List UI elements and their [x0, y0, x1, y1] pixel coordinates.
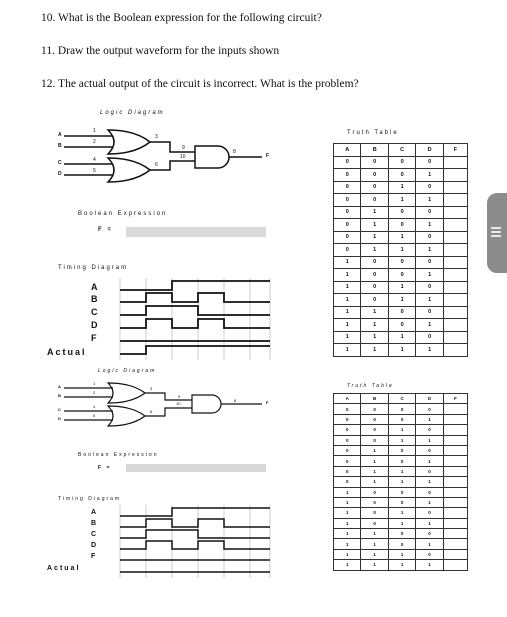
truth-table-cell: 1 — [416, 244, 443, 257]
truth-table-cell: 1 — [334, 549, 361, 559]
truth-table-cell: 1 — [361, 560, 388, 570]
truth-table-cell: 1 — [361, 206, 388, 219]
truth-table-cell: 1 — [361, 529, 388, 539]
truth-table-cell: 1 — [361, 456, 388, 466]
pin-6-lower: 6 — [150, 409, 153, 414]
truth-table-cell: 0 — [416, 549, 443, 559]
truth-table-cell: 0 — [334, 456, 361, 466]
pin-4: 4 — [93, 157, 96, 163]
truth-table-output-cell[interactable] — [443, 466, 467, 476]
truth-table-cell: 1 — [334, 344, 361, 357]
truth-table-header-row — [334, 394, 468, 404]
truth-table-cell: 0 — [416, 508, 443, 518]
truth-table-cell: 0 — [388, 156, 415, 169]
truth-table-cell: 1 — [388, 194, 415, 207]
truth-table-cell: 0 — [361, 435, 388, 445]
truth-table-cell: 1 — [361, 231, 388, 244]
pin-5-lower: 5 — [93, 413, 96, 418]
truth-table-cell: 1 — [334, 306, 361, 319]
truth-table-cell: 0 — [361, 425, 388, 435]
truth-table-cell: 1 — [361, 466, 388, 476]
truth-table-cell: 0 — [361, 256, 388, 269]
truth-table-header: C — [388, 144, 415, 157]
truth-table-cell: 0 — [334, 414, 361, 424]
truth-table-cell: 0 — [361, 508, 388, 518]
truth-table-cell: 0 — [388, 219, 415, 232]
table-row — [334, 456, 468, 466]
truth-table-cell: 1 — [361, 219, 388, 232]
truth-table-cell: 0 — [334, 181, 361, 194]
table-row — [334, 539, 468, 549]
truth-table-cell: 1 — [388, 560, 415, 570]
truth-table-output-cell[interactable] — [443, 549, 467, 559]
truth-table-cell: 0 — [388, 269, 415, 282]
timing-label-b: B — [91, 294, 98, 304]
truth-table-header: D — [416, 144, 443, 157]
truth-table-cell: 1 — [361, 319, 388, 332]
truth-table-header: A — [334, 144, 361, 157]
pin-2-lower: 2 — [93, 390, 96, 395]
table-row — [334, 404, 468, 414]
table-row — [334, 497, 468, 507]
truth-table-cell: 1 — [361, 244, 388, 257]
truth-table-cell: 1 — [334, 497, 361, 507]
pin-2: 2 — [93, 139, 96, 145]
truth-table-cell: 0 — [334, 169, 361, 182]
truth-table-cell: 0 — [361, 169, 388, 182]
truth-table-cell: 1 — [416, 319, 443, 332]
truth-table-cell: 1 — [334, 539, 361, 549]
truth-table-cell: 1 — [388, 518, 415, 528]
pin-1: 1 — [93, 128, 96, 134]
timing-label-a: A — [91, 282, 98, 292]
truth-table-cell: 0 — [416, 529, 443, 539]
truth-table-cell: 1 — [416, 539, 443, 549]
question-12: 12. The actual output of the circuit is incorrect. What is the problem? — [41, 78, 359, 90]
truth-table-cell: 0 — [334, 435, 361, 445]
truth-table-cell: 1 — [361, 306, 388, 319]
question-10: 10. What is the Boolean expression for the following circuit? — [41, 12, 322, 24]
truth-table-header: F — [443, 144, 467, 157]
truth-table-cell: 1 — [388, 477, 415, 487]
logic-diagram-title: Logic Diagram — [100, 110, 165, 116]
timing-diagram-title-lower: Timing Diagram — [58, 496, 122, 502]
pin-3-lower: 3 — [150, 386, 153, 391]
truth-table-cell: 0 — [388, 206, 415, 219]
table-row — [334, 518, 468, 528]
timing-label-f: F — [91, 333, 97, 343]
question-11: 11. Draw the output waveform for the inputs shown — [41, 45, 280, 57]
truth-table-cell: 0 — [334, 466, 361, 476]
truth-table-cell: 0 — [361, 181, 388, 194]
truth-table-cell: 0 — [388, 529, 415, 539]
truth-table-cell: 0 — [361, 414, 388, 424]
input-b-label: B — [58, 143, 62, 149]
truth-table-cell: 1 — [416, 344, 443, 357]
input-a-label: A — [58, 132, 62, 138]
truth-table-cell: 0 — [334, 477, 361, 487]
truth-table-cell: 1 — [334, 281, 361, 294]
truth-table-cell: 1 — [361, 331, 388, 344]
truth-table-output-cell[interactable] — [443, 508, 467, 518]
truth-table-header: F — [443, 394, 467, 404]
truth-table-cell: 1 — [388, 425, 415, 435]
truth-table-header: D — [416, 394, 443, 404]
truth-table-cell: 1 — [416, 169, 443, 182]
truth-table-cell: 1 — [334, 560, 361, 570]
table-row — [334, 477, 468, 487]
truth-table-cell: 0 — [416, 306, 443, 319]
truth-table-cell: 1 — [334, 529, 361, 539]
boolean-expression-title: Boolean Expression — [78, 211, 168, 217]
truth-table-output-cell[interactable] — [443, 477, 467, 487]
truth-table-cell: 0 — [334, 404, 361, 414]
truth-table-cell: 1 — [334, 256, 361, 269]
truth-table-cell: 0 — [361, 487, 388, 497]
pin-4-lower: 4 — [93, 404, 96, 409]
truth-table-header: B — [361, 394, 388, 404]
truth-table-output-cell[interactable] — [443, 425, 467, 435]
truth-table-cell: 0 — [416, 206, 443, 219]
actual-label-lower: Actual — [47, 565, 81, 572]
table-row — [334, 549, 468, 559]
truth-table-cell: 0 — [416, 425, 443, 435]
truth-table-output-cell[interactable] — [443, 497, 467, 507]
table-row — [334, 445, 468, 455]
pin-6: 6 — [155, 162, 158, 168]
truth-table-cell: 1 — [416, 497, 443, 507]
truth-table-cell: 0 — [361, 156, 388, 169]
pin-1-lower: 1 — [93, 381, 96, 386]
table-row — [334, 529, 468, 539]
timing-label-b-lower: B — [91, 520, 97, 527]
truth-table-cell: 0 — [388, 487, 415, 497]
input-c-label: C — [58, 160, 62, 166]
truth-table-cell: 0 — [388, 404, 415, 414]
truth-table-cell: 1 — [361, 445, 388, 455]
pin-9: 9 — [182, 145, 185, 151]
truth-table-cell: 0 — [361, 518, 388, 528]
truth-table-cell: 1 — [388, 466, 415, 476]
input-a-label-lower: A — [58, 384, 61, 389]
truth-table-output-cell[interactable] — [443, 539, 467, 549]
truth-table-header: B — [361, 144, 388, 157]
truth-table-cell: 0 — [334, 425, 361, 435]
pin-9-lower: 9 — [178, 394, 181, 399]
truth-table-cell: 1 — [388, 331, 415, 344]
table-row — [334, 435, 468, 445]
truth-table-cell: 1 — [334, 508, 361, 518]
truth-table-lower — [333, 393, 468, 571]
truth-table-cell: 0 — [361, 294, 388, 307]
truth-table-header: A — [334, 394, 361, 404]
truth-table-cell: 1 — [361, 539, 388, 549]
truth-table-title-lower: Truth Table — [347, 383, 394, 389]
truth-table-cell: 1 — [416, 294, 443, 307]
truth-table-cell: 0 — [361, 404, 388, 414]
truth-table-cell: 0 — [388, 306, 415, 319]
truth-table-cell: 1 — [388, 231, 415, 244]
truth-table-output-cell[interactable] — [443, 435, 467, 445]
logic-diagram-title-lower: Logic Diagram — [98, 368, 157, 374]
truth-table-cell: 0 — [334, 219, 361, 232]
truth-table-cell: 1 — [416, 477, 443, 487]
output-f-label-lower: F — [266, 400, 269, 405]
input-d-label-lower: D — [58, 416, 61, 421]
truth-table-cell: 0 — [416, 331, 443, 344]
truth-table-cell: 1 — [416, 435, 443, 445]
table-row — [334, 414, 468, 424]
truth-table-cell: 0 — [416, 256, 443, 269]
truth-table-cell: 1 — [388, 244, 415, 257]
truth-table-output-cell[interactable] — [443, 487, 467, 497]
truth-table-cell: 1 — [416, 219, 443, 232]
truth-table-cell: 0 — [334, 231, 361, 244]
truth-table-cell: 1 — [334, 319, 361, 332]
truth-table-cell: 1 — [388, 435, 415, 445]
truth-table-cell: 0 — [334, 194, 361, 207]
pin-3: 3 — [155, 134, 158, 140]
pin-8: 8 — [233, 149, 236, 155]
truth-table-cell: 0 — [416, 487, 443, 497]
timing-label-d: D — [91, 320, 98, 330]
truth-table-cell: 0 — [388, 414, 415, 424]
truth-table-cell: 1 — [388, 181, 415, 194]
actual-label: Actual — [47, 347, 87, 357]
truth-table-cell: 1 — [388, 344, 415, 357]
truth-table-cell: 0 — [416, 181, 443, 194]
truth-table-cell: 0 — [388, 456, 415, 466]
pin-5: 5 — [93, 168, 96, 174]
pin-8-lower: 8 — [234, 398, 237, 403]
truth-table-cell: 1 — [361, 549, 388, 559]
truth-table-cell: 1 — [388, 508, 415, 518]
pin-10-lower: 10 — [176, 401, 181, 406]
truth-table-cell: 0 — [361, 194, 388, 207]
table-row — [334, 425, 468, 435]
truth-table-cell: 0 — [416, 466, 443, 476]
truth-table-cell: 1 — [334, 487, 361, 497]
truth-table-cell: 1 — [334, 331, 361, 344]
input-b-label-lower: B — [58, 393, 61, 398]
truth-table-cell: 0 — [388, 497, 415, 507]
timing-label-f-lower: F — [91, 553, 96, 560]
truth-table-cell: 0 — [334, 206, 361, 219]
truth-table-output-cell[interactable] — [443, 518, 467, 528]
truth-table-cell: 0 — [361, 269, 388, 282]
timing-label-c: C — [91, 307, 98, 317]
truth-table-cell: 1 — [416, 518, 443, 528]
truth-table-cell: 0 — [388, 256, 415, 269]
truth-table-cell: 1 — [334, 269, 361, 282]
input-c-label-lower: C — [58, 407, 61, 412]
f-equals-label: F = — [98, 227, 113, 233]
truth-table-cell: 0 — [416, 404, 443, 414]
truth-table-cell: 0 — [334, 445, 361, 455]
truth-table-cell: 1 — [416, 269, 443, 282]
timing-label-a-lower: A — [91, 509, 97, 516]
truth-table-output-cell[interactable] — [443, 445, 467, 455]
pin-10: 10 — [180, 154, 186, 160]
timing-label-d-lower: D — [91, 542, 97, 549]
truth-table-output-cell[interactable] — [443, 529, 467, 539]
input-d-label: D — [58, 171, 62, 177]
truth-table-cell: 1 — [416, 456, 443, 466]
truth-table-cell: 0 — [361, 281, 388, 294]
truth-table-cell: 1 — [361, 477, 388, 487]
f-equals-label-lower: F = — [98, 465, 112, 471]
truth-table-cell: 1 — [416, 560, 443, 570]
truth-table-cell: 0 — [388, 319, 415, 332]
truth-table-cell: 1 — [361, 344, 388, 357]
truth-table-cell: 1 — [388, 549, 415, 559]
table-row — [334, 508, 468, 518]
timing-label-c-lower: C — [91, 531, 97, 538]
output-f-label: F — [266, 153, 270, 159]
truth-table-cell: 1 — [334, 294, 361, 307]
truth-table-cell: 1 — [388, 294, 415, 307]
truth-table-cell: 0 — [416, 231, 443, 244]
truth-table-title: Truth Table — [347, 130, 399, 136]
truth-table-cell: 0 — [416, 156, 443, 169]
truth-table-header: C — [388, 394, 415, 404]
truth-table-cell: 0 — [416, 445, 443, 455]
truth-table-cell: 0 — [388, 169, 415, 182]
truth-table-output-cell[interactable] — [443, 414, 467, 424]
boolean-expression-title-lower: Boolean Expression — [78, 452, 159, 458]
scroll-handle[interactable] — [487, 193, 507, 273]
table-row — [334, 466, 468, 476]
truth-table-cell: 1 — [416, 194, 443, 207]
truth-table-output-cell[interactable] — [443, 456, 467, 466]
truth-table-cell: 0 — [361, 497, 388, 507]
truth-table-cell: 1 — [334, 518, 361, 528]
table-row — [334, 560, 468, 570]
truth-table-cell: 0 — [334, 156, 361, 169]
truth-table-cell: 0 — [388, 445, 415, 455]
truth-table-cell: 1 — [388, 281, 415, 294]
truth-table-output-cell[interactable] — [443, 560, 467, 570]
truth-table-cell: 0 — [416, 281, 443, 294]
truth-table-cell: 0 — [334, 244, 361, 257]
table-row — [334, 487, 468, 497]
timing-diagram-title: Timing Diagram — [58, 265, 129, 271]
truth-table-cell: 1 — [416, 414, 443, 424]
truth-table-output-cell[interactable] — [443, 404, 467, 414]
truth-table-cell: 0 — [388, 539, 415, 549]
